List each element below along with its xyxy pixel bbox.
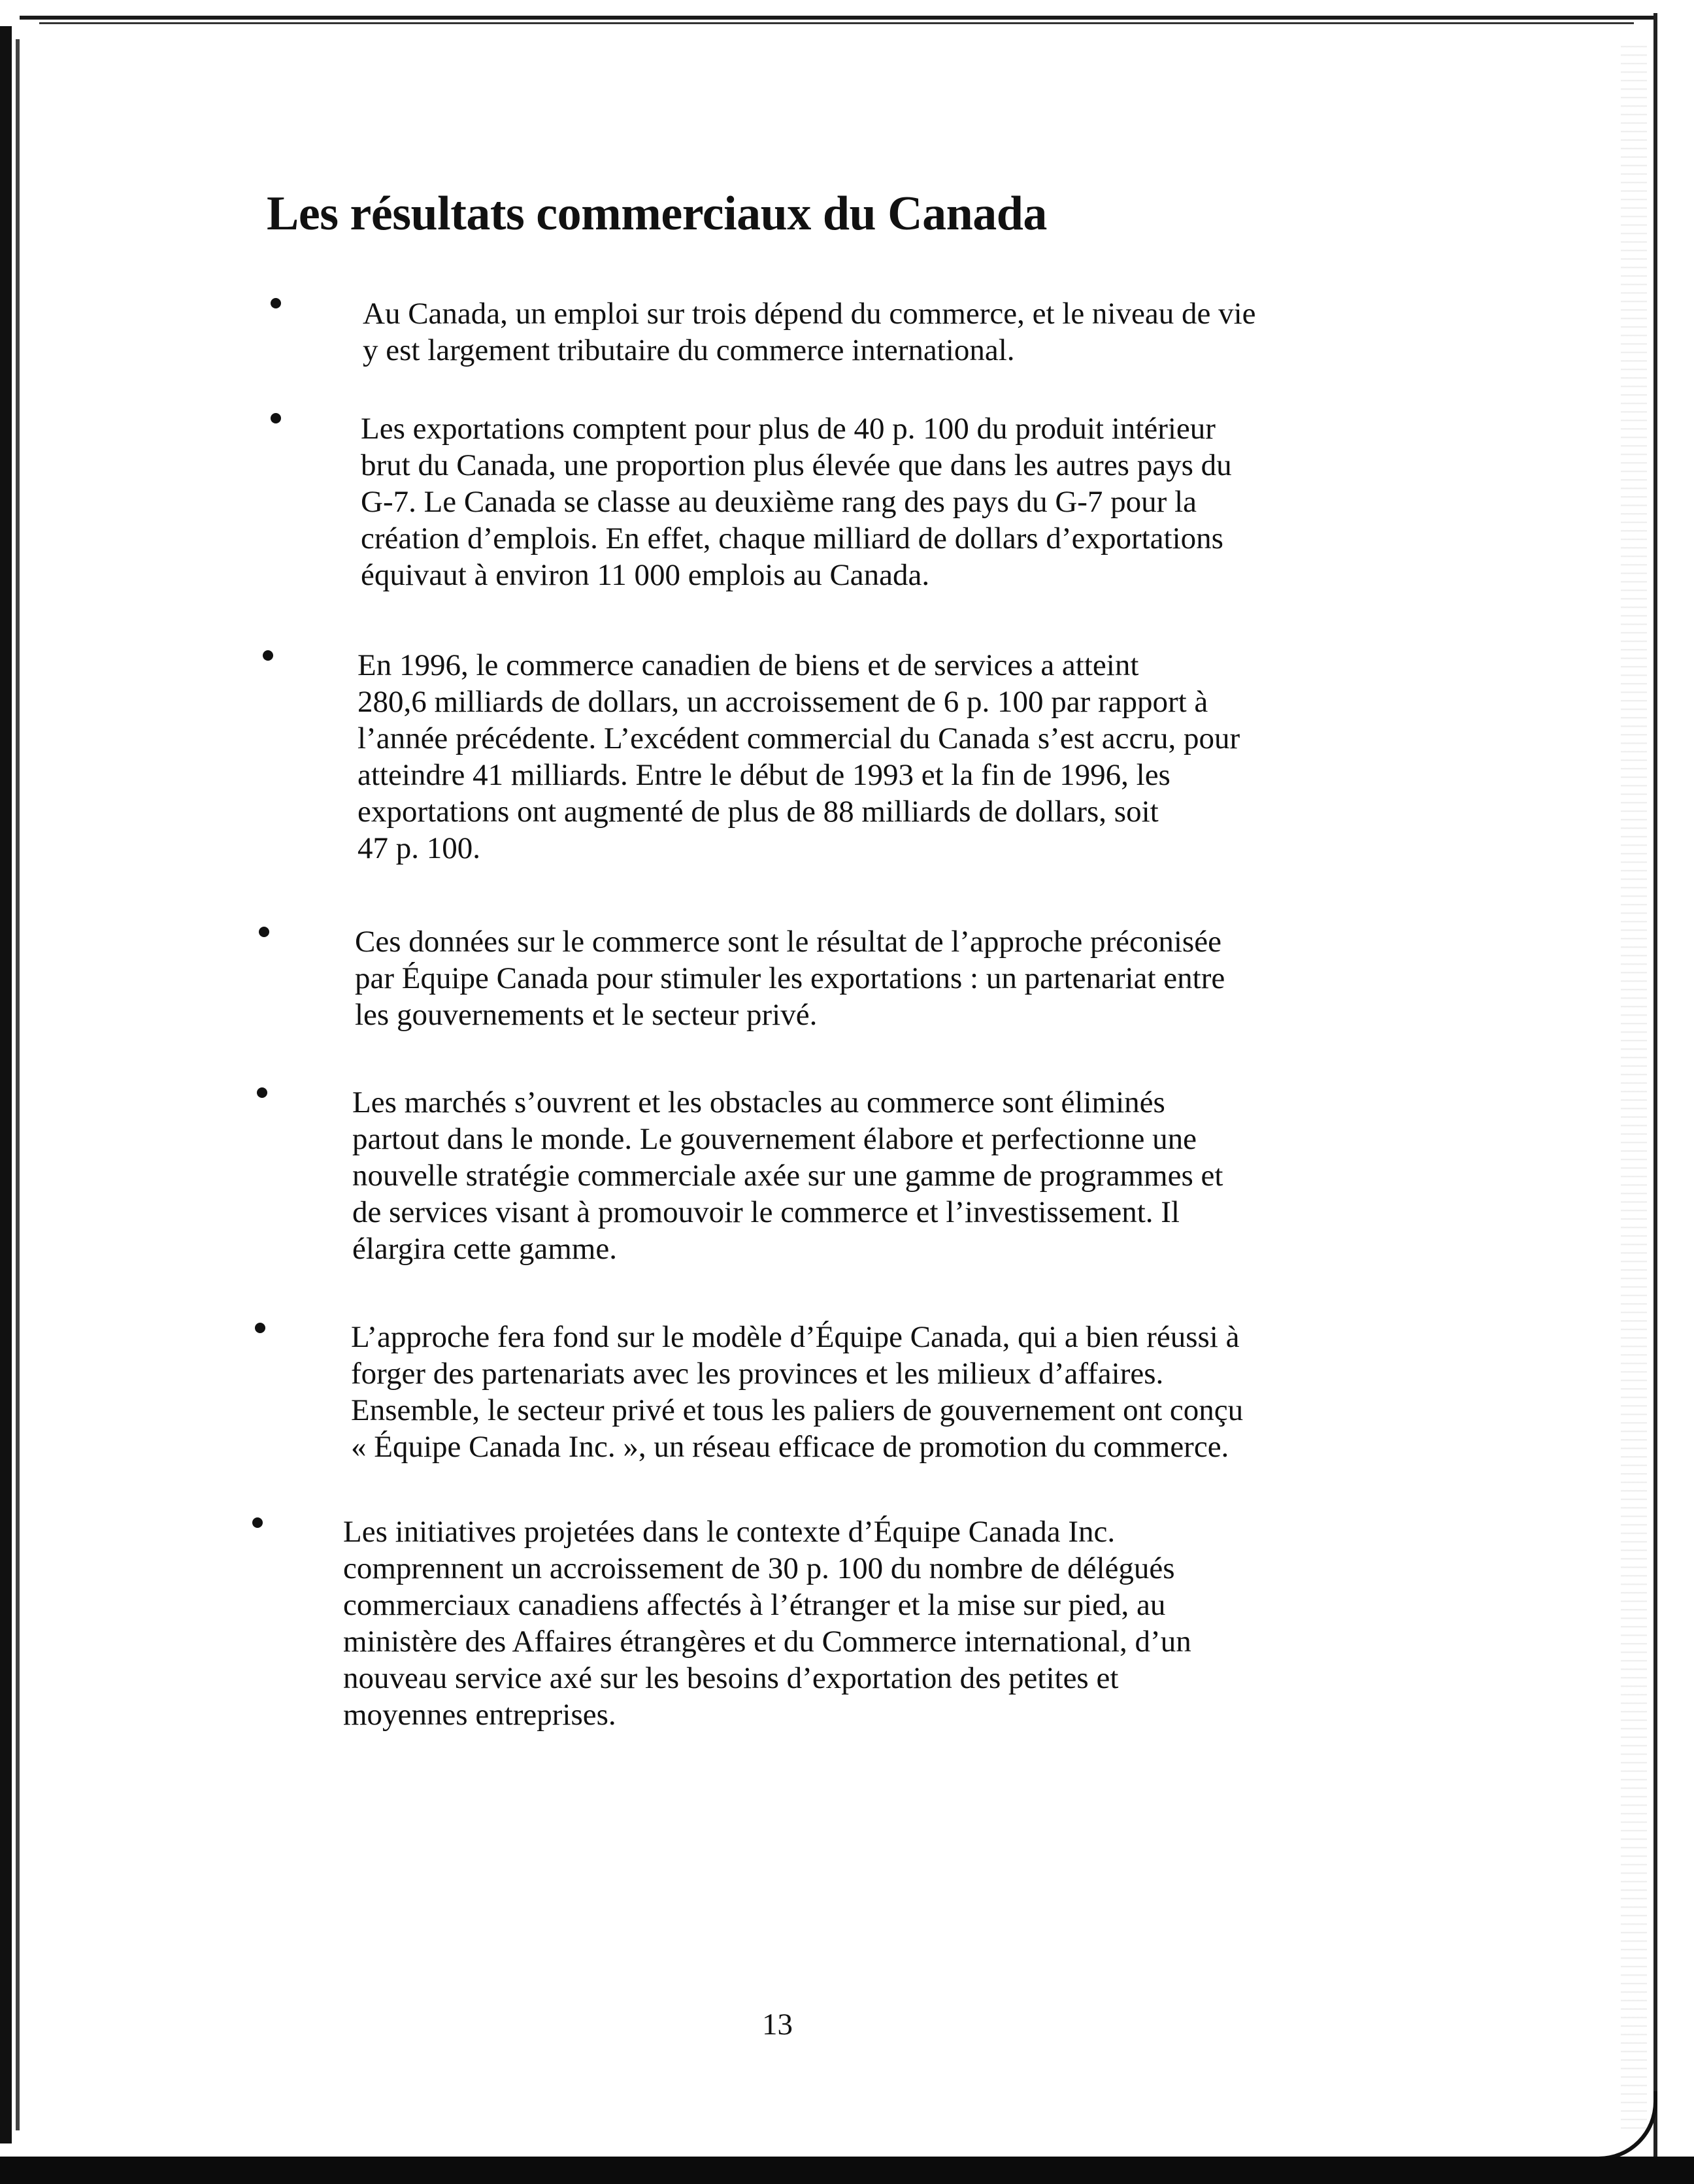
bullet-icon bbox=[271, 413, 281, 423]
bullet-text: Les exportations comptent pour plus de 40 p. 100 du produit intérieur brut du Canada, une proportion plus élevée que dans les autres pays du G-7. Le Canada se classe au deuxième rang des pays du G-7 pour la création d’emplois. En effet, chaque milliard de dollars d’exportations équivaut à environ 11 000 emplois au Canada. bbox=[361, 412, 1232, 592]
scan-border-left bbox=[0, 26, 12, 2143]
bullet-icon bbox=[271, 298, 281, 308]
scan-border-top bbox=[20, 16, 1653, 20]
scan-page-edge-right bbox=[1621, 39, 1647, 2130]
bullet-icon bbox=[263, 650, 273, 661]
bullet-text: Les marchés s’ouvrent et les obstacles au commerce sont éliminés partout dans le monde. Le gouvernement élabore et perfectionne une nouvelle stratégie commerciale axée sur une gamme de programmes et de services visant à promouvoir le commerce et l’investissement. Il élargira cette gamme. bbox=[352, 1085, 1223, 1266]
bullet-icon bbox=[259, 927, 269, 937]
page-title: Les résultats commerciaux du Canada bbox=[267, 187, 1047, 240]
scan-border-bottom bbox=[0, 2157, 1694, 2184]
bullet-icon bbox=[257, 1087, 267, 1098]
bullet-icon bbox=[252, 1517, 263, 1528]
scan-border-right bbox=[1653, 13, 1657, 2157]
scan-border-left-inner bbox=[16, 39, 20, 2130]
bullet-text: Ces données sur le commerce sont le résultat de l’approche préconisée par Équipe Canada pour stimuler les exportations : un partenariat entre les gouvernements et le secteur privé. bbox=[355, 925, 1225, 1032]
bullet-text: En 1996, le commerce canadien de biens et de services a atteint 280,6 milliards de dollars, un accroissement de 6 p. 100 par rapport à l’année précédente. L’excédent commercial du Canada s’est accru, pour atteindre 41 milliards. Entre le début de 1993 et la fin de 1996, les exportations ont augmenté de plus de 88 milliards de dollars, soit 47 p. 100. bbox=[357, 648, 1240, 865]
bullet-text: L’approche fera fond sur le modèle d’Équipe Canada, qui a bien réussi à forger des partenariats avec les provinces et les milieux d’affaires. Ensemble, le secteur privé et tous les paliers de gouvernement ont conçu « Équipe Canada Inc. », un réseau efficace de promotion du commerce. bbox=[351, 1320, 1244, 1464]
scan-page-curl bbox=[1582, 2091, 1657, 2160]
scan-border-top-inner bbox=[39, 22, 1634, 24]
bullet-icon bbox=[255, 1323, 265, 1333]
page-number: 13 bbox=[762, 2008, 793, 2042]
bullet-text: Les initiatives projetées dans le contexte d’Équipe Canada Inc. comprennent un accroissement de 30 p. 100 du nombre de délégués commerciaux canadiens affectés à l’étranger et la mise sur pied, au ministère des Affaires étrangères et du Commerce international, d’un nouveau service axé sur les besoins d’exportation des petites et moyennes entreprises. bbox=[343, 1515, 1191, 1732]
bullet-text: Au Canada, un emploi sur trois dépend du commerce, et le niveau de vie y est largement tributaire du commerce international. bbox=[363, 297, 1256, 367]
